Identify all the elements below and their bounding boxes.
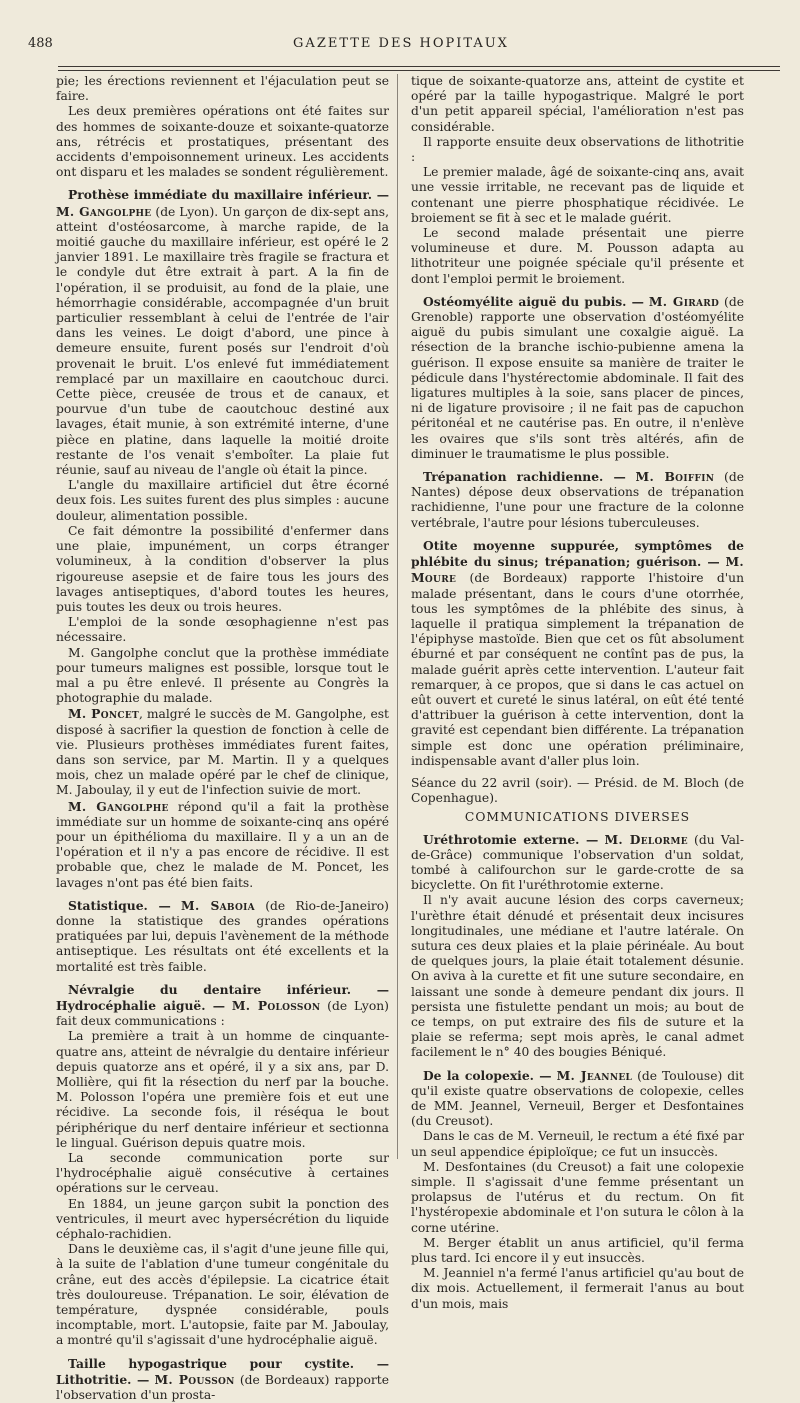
paragraph: M. Desfontaines (du Creusot) a fait une colopexie simple. Il s'agissait d'une femme présentant un prolapsus de l'utérus et du rectum. On fit l'hystéropexie abdominale et l'on sutura le côlon à la corne utérine.: [411, 1159, 744, 1235]
paragraph: Ce fait démontre la possibilité d'enfermer dans une plaie, impunément, un corps étranger volumineux, à la condition d'observer la plus rigoureuse asepsie et de faire tous les jours des lavages antiseptiques, d'abord toutes les heures, puis toutes les deux ou trois heures.: [56, 523, 389, 614]
section-heading: COMMUNICATIONS DIVERSES: [464, 810, 691, 825]
article-text: (de Nantes) dépose deux observations de trépanation rachidienne, l'une pour une fracture de la colonne vertébrale, l'autre pour lésions tuberculeuses.: [411, 470, 744, 530]
article-title: Névralgie du dentaire inférieur. — Hydrocéphalie aiguë. —: [56, 981, 389, 1013]
page-number: 488: [28, 36, 53, 51]
author-name: M. Pousson: [154, 1371, 235, 1387]
seance-line: Séance du 22 avril (soir). — Présid. de M. Bloch (de Copenhague).: [411, 775, 744, 806]
paragraph: L'angle du maxillaire artificiel dut être écorné deux fois. Les suites furent des plus simples : aucune douleur, alimentation possible.: [56, 478, 389, 523]
article-text: (de Rio-de-Janeiro) donne la statistique des grandes opérations pratiquées par lui, depuis l'avènement de la méthode antiseptique. Les résultats ont été excellents et la mortalité est très faible.: [56, 898, 389, 974]
right-column: [411, 74, 744, 1312]
paragraph: La première a trait à un homme de cinquante-quatre ans, atteint de névralgie du dentaire inférieur depuis quatorze ans et opéré, il y a six ans, par D. Mollière, qui fit la résection du nerf par la bouche. M. Polosson l'opéra une première fois et eut une récidive. La seconde fois, il réséqua le bout périphérique du nerf dentaire inférieur et sectionna le lingual. Guérison depuis quatre mois.: [56, 1029, 389, 1150]
paragraph: tique de soixante-quatorze ans, atteint de cystite et opéré par la taille hypogastrique. Malgré le port d'un petit appareil spécial, l'amélioration n'est pas considérable.: [411, 74, 744, 134]
article-title: Prothèse immédiate du maxillaire inférieur. —: [68, 187, 389, 203]
article-title: Uréthrotomie externe. —: [423, 831, 599, 847]
article-text: (de Lyon) fait deux communications :: [56, 998, 389, 1029]
article: [411, 1068, 744, 1130]
author-name: M. Jeannel: [556, 1067, 633, 1083]
header-rule: [58, 70, 780, 71]
author-name: M. Poncet: [68, 706, 139, 722]
header-rule: [58, 66, 780, 67]
article-text: (de Bordeaux) rapporte l'histoire d'un malade présentant, dans le cours d'une otorrhée, tous les symptômes de la phlébite des sinus, à laquelle il pratiqua simplement la trépanation de l'épiphyse mastoïde. Bien que cet os fût absolument éburné et par conséquent ne contînt pas de pus, la malade guérit après cette intervention. L'auteur fait remarquer, à ce propos, que si dans le cas actuel on eût ouvert et cureté le sinus latéral, on eût été tenté d'attribuer la guérison à cette intervention, dont la gravité est cependant bien différente. La trépanation simple est donc une opération préliminaire, indispensable avant d'aller plus loin.: [411, 571, 744, 768]
article-title: De la colopexie. —: [423, 1067, 552, 1083]
paragraph: La seconde communication porte sur l'hydrocéphalie aiguë consécutive à certaines opérations sur le cerveau.: [56, 1151, 389, 1196]
article: [56, 187, 389, 478]
paragraph: [56, 799, 389, 891]
paragraph: Le second malade présentait une pierre volumineuse et dure. M. Pousson adapta au lithotriteur une poignée spéciale qu'il présente et dont l'emploi permit le broiement.: [411, 226, 744, 286]
paragraph: Le premier malade, âgé de soixante-cinq ans, avait une vessie irritable, ne recevant pas de liquide et contenant une pierre phosphatique récidivée. Le broiement se fit à sec et le malade guérit.: [411, 165, 744, 225]
article-text: (de Grenoble) rapporte une observation d'ostéomyélite aiguë du pubis simulant une coxalgie aiguë. La résection de la branche ischio-pubienne amena la guérison. Il expose ensuite sa manière de traiter le pédicule dans l'hystérectomie abdominale. Il fait des ligatures multiples à la soie, sans placer de pinces, ni de ligature provisoire ; il ne fait pas de capuchon péritonéal et ne cautérise pas. En outre, il n'enlève les ovaires que s'ils sont très altérés, afin de diminuer le traumatisme le plus possible.: [411, 294, 744, 461]
author-name: M. Saboia: [181, 897, 255, 913]
paragraph: Il rapporte ensuite deux observations de lithotritie :: [411, 134, 744, 165]
paragraph: Dans le cas de M. Verneuil, le rectum a été fixé par un seul appendice épiploïque; ce fut un insuccès.: [411, 1129, 744, 1159]
article: [411, 294, 744, 462]
paragraph: Il n'y avait aucune lésion des corps caverneux; l'urèthre était dénudé et présentait deux incisures longitudinales, une médiane et l'autre latérale. On sutura ces deux plaies et la plaie périnéale. Au bout de quelques jours, la plaie était totalement désunie. On aviva à la curette et fit une suture secondaire, en laissant une sonde à demeure pendant dix jours. Il persista une fistulette pendant un mois; au bout de ce temps, on put extraire des fils de suture et la plaie se referma; sept mois après, le canal admet facilement le n° 40 des bougies Béniqué.: [411, 893, 744, 1060]
column-divider: [397, 74, 398, 1159]
paragraph: pie; les érections reviennent et l'éjaculation peut se faire.: [56, 74, 389, 104]
paragraph-text: répond qu'il a fait la prothèse immédiate sur un homme de soixante-cinq ans opéré pour un épithélioma du maxillaire. Il y a un an de l'opération et il n'y a pas encore de récidive. Il est probable que, chez le malade de M. Poncet, les lavages n'ont pas été bien faits.: [56, 799, 389, 890]
author-name: M. Gangolphe: [68, 798, 169, 814]
left-column: [56, 74, 389, 1403]
article-title: Taille hypogastrique pour cystite. — Lithotritie. —: [56, 1355, 389, 1387]
author-name: M. Polosson: [231, 997, 321, 1013]
article-text: (de Lyon). Un garçon de dix-sept ans, atteint d'ostéosarcome, à marche rapide, de la moitié gauche du maxillaire inférieur, est opéré le 2 janvier 1891. Le maxillaire très fragile se fractura et le condyle dut être extrait à part. A la fin de l'opération, il se produisit, au fond de la plaie, une hémorrhagie considérable, accompagnée d'un bruit particulier ressemblant à celui de l'entrée de l'air dans les veines. Le doigt d'abord, une pince à demeure ensuite, furent posés sur l'endroit d'où provenait le bruit. L'os enlevé fut immédiatement remplacé par un maxillaire en caoutchouc durci. Cette pièce, creusée de trous et de canaux, et pourvue d'un tube de caoutchouc destiné aux lavages, était munie, à son extrémité interne, d'une pièce en platine, dans laquelle la moitié droite restante de l'os venait s'emboîter. La plaie fut réunie, sauf au niveau de l'angle où était la pince.: [56, 204, 389, 478]
paragraph: M. Gangolphe conclut que la prothèse immédiate pour tumeurs malignes est possible, lorsque tout le mal a pu être enlevé. Il présente au Congrès la photographie du malade.: [56, 645, 389, 706]
paragraph: [56, 706, 389, 798]
article: [56, 898, 389, 975]
paragraph-text: , malgré le succès de M. Gangolphe, est disposé à sacrifier la question de fonction à celle de vie. Plusieurs prothèses immédiates furent faites, dans son service, par M. Martin. Il y a quelques mois, chez un malade opéré par le chef de clinique, M. Jaboulay, il y eut de l'infection suivie de mort.: [56, 707, 389, 798]
author-name: M. Delorme: [604, 831, 688, 847]
article: [411, 538, 744, 769]
paragraph: M. Jeanniel n'a fermé l'anus artificiel qu'au bout de dix mois. Actuellement, il fermerait l'anus au bout d'un mois, mais: [411, 1266, 744, 1311]
article-title: Trépanation rachidienne. —: [423, 469, 626, 485]
author-name: M. Gangolphe: [56, 203, 152, 219]
author-name: M. Moure: [411, 554, 744, 586]
paragraph: L'emploi de la sonde œsophagienne n'est pas nécessaire.: [56, 615, 389, 645]
article: [411, 469, 744, 531]
running-title: GAZETTE DES HOPITAUX: [293, 36, 509, 51]
paragraph: M. Berger établit un anus artificiel, qu'il ferma plus tard. Ici encore il y eut insuccès.: [411, 1235, 744, 1266]
article-title: Otite moyenne suppurée, symptômes de phlébite du sinus; trépanation; guérison. —: [411, 537, 744, 570]
paragraph: Dans le deuxième cas, il s'agit d'une jeune fille qui, à la suite de l'ablation d'une tumeur congénitale du crâne, eut des accès d'épilepsie. La cicatrice était très douloureuse. Trépanation. Le soir, élévation de température, dyspnée considérable, pouls incomptable, mort. L'autopsie, faite par M. Jaboulay, a montré qu'il s'agissait d'une hydrocéphalie aiguë.: [56, 1242, 389, 1348]
article: [411, 832, 744, 894]
article-text: (du Val-de-Grâce) communique l'observation d'un soldat, tombé à califourchon sur le garde-crotte de sa bicyclette. On fit l'uréthrotomie externe.: [411, 832, 744, 893]
author-name: M. Girard: [648, 293, 720, 309]
page-header: [26, 34, 776, 60]
article-title: Statistique. —: [68, 897, 171, 913]
article-text: (de Toulouse) dit qu'il existe quatre observations de colopexie, celles de MM. Jeannel, Verneuil, Berger et Desfontaines (du Creusot).: [411, 1068, 744, 1129]
author-name: M. Boiffin: [635, 469, 715, 485]
paragraph: Les deux premières opérations ont été faites sur des hommes de soixante-douze et soixante-quatorze ans, rétrécis et prostatiques, présentant des accidents d'empoisonnement urineux. Les accidents ont disparu et les malades se sondent régulièrement.: [56, 104, 389, 180]
paragraph: En 1884, un jeune garçon subit la ponction des ventricules, il meurt avec hypersécrétion du liquide céphalo-rachidien.: [56, 1196, 389, 1242]
article-text: (de Bordeaux) rapporte l'observation d'un prosta-: [56, 1372, 389, 1403]
article: [56, 982, 389, 1030]
article-title: Ostéomyélite aiguë du pubis. —: [423, 293, 644, 309]
article: [56, 1356, 389, 1403]
